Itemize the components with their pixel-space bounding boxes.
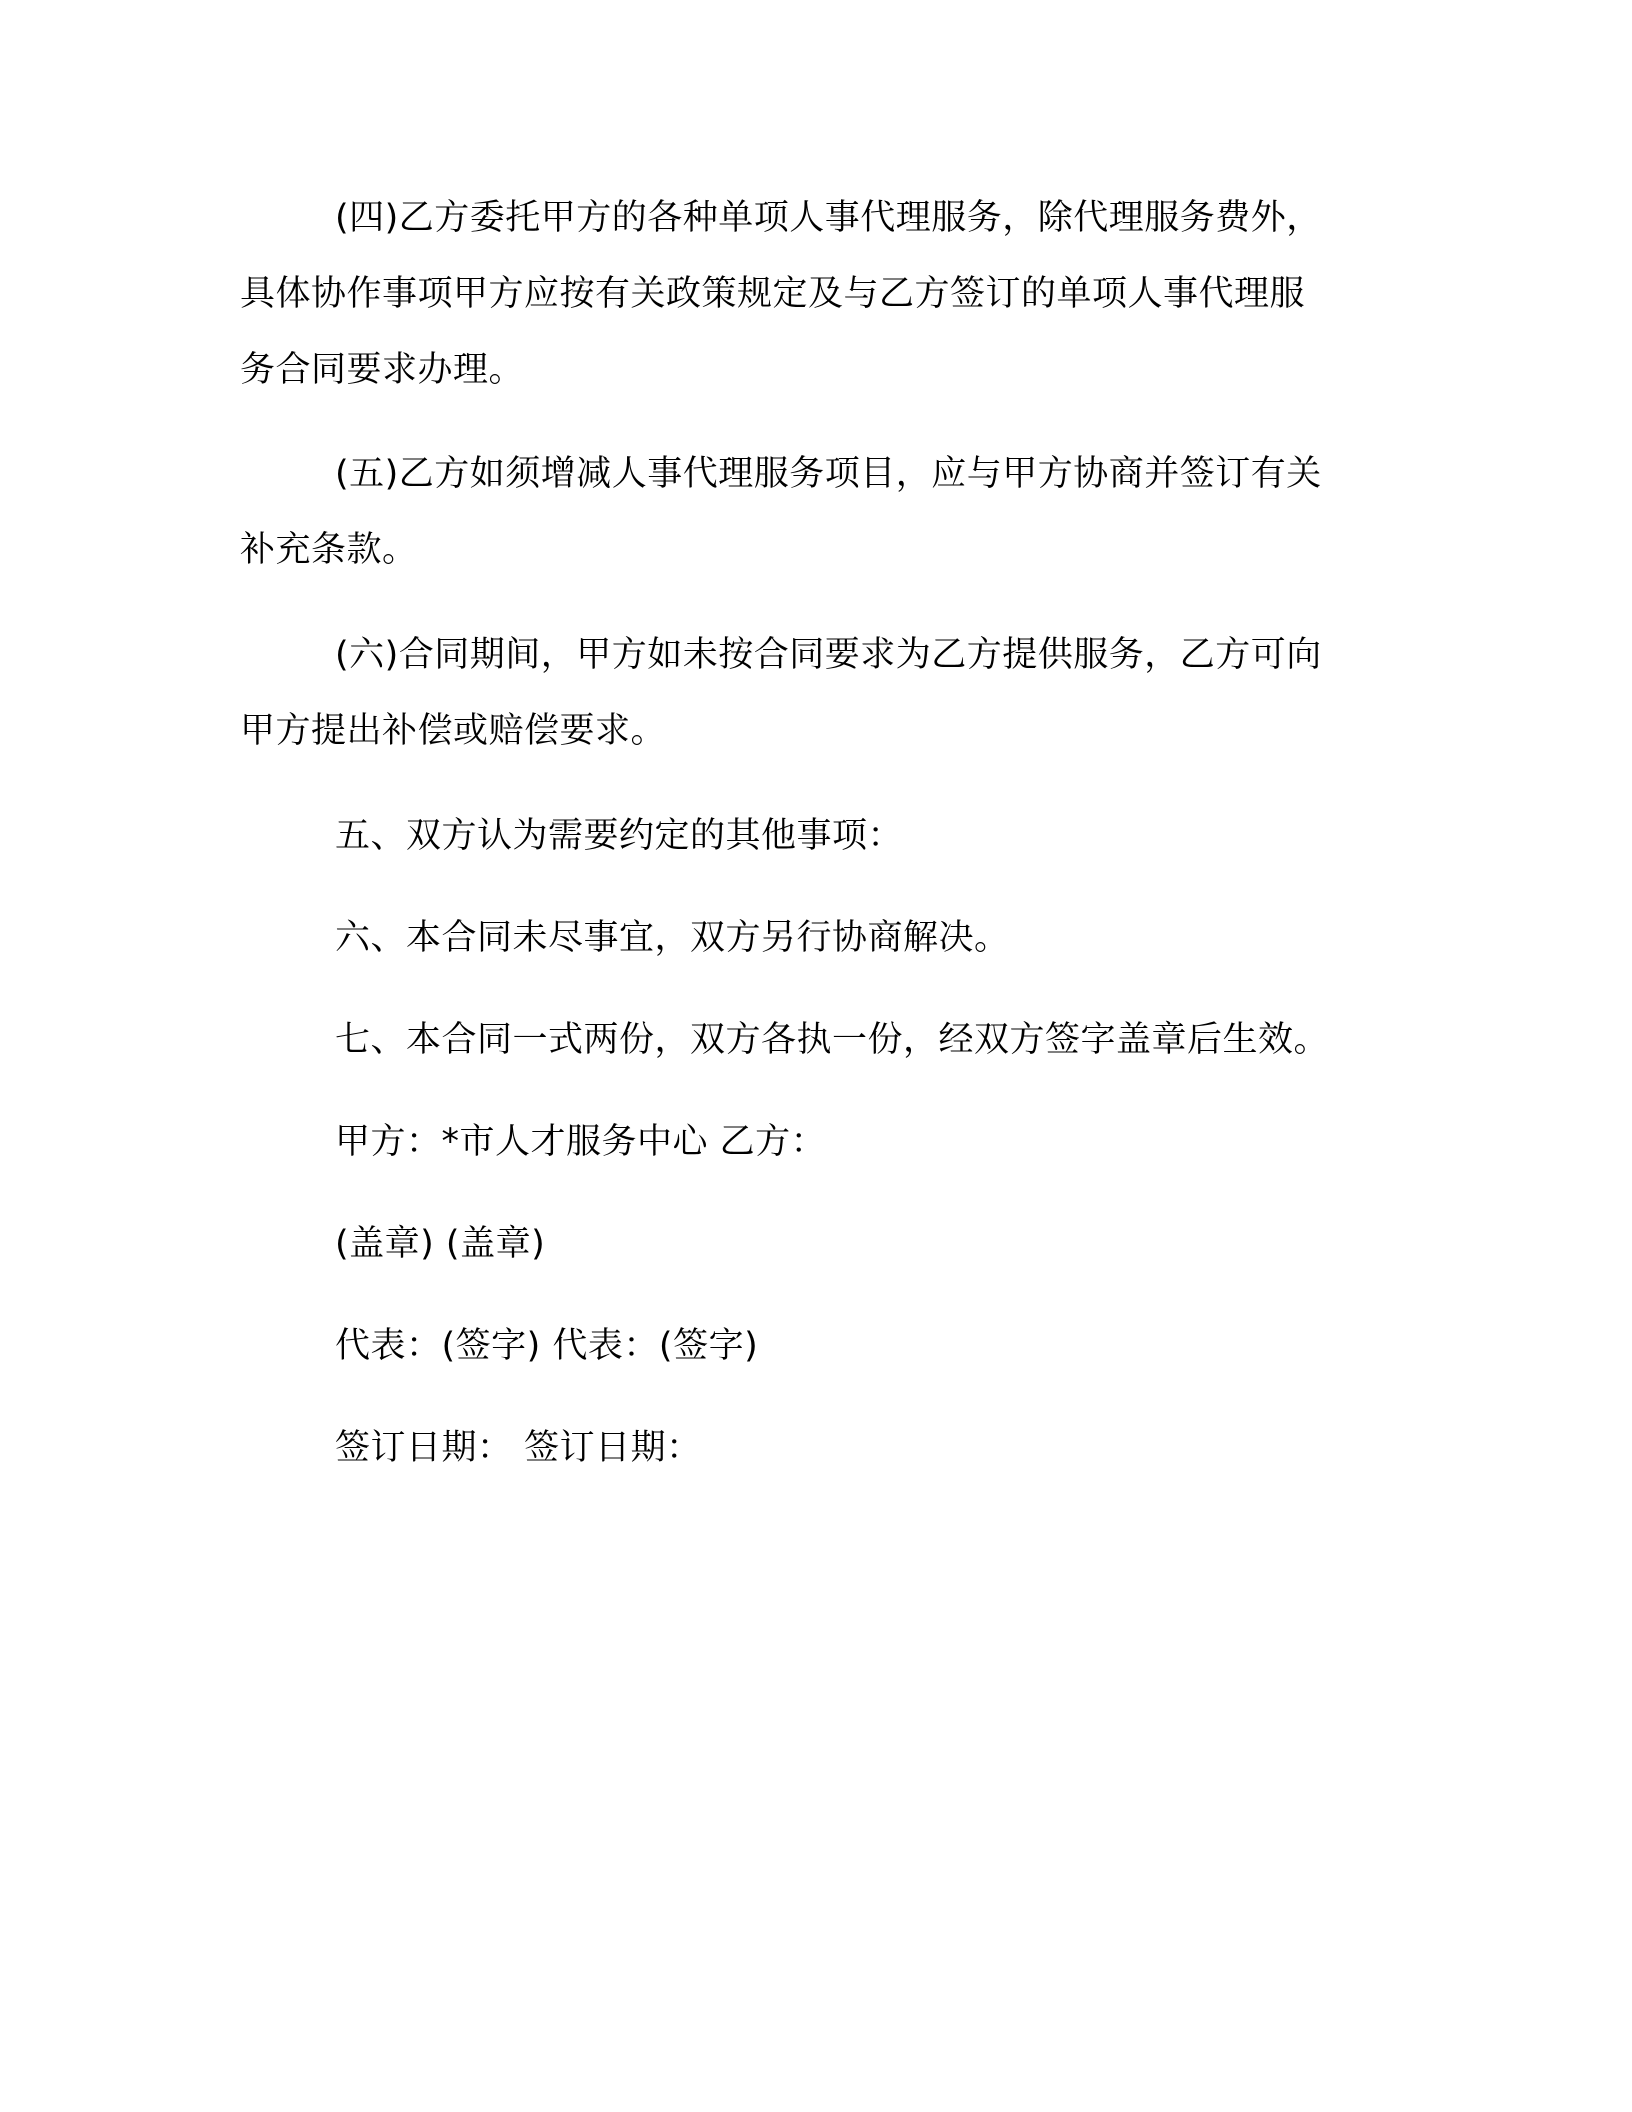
paragraph-4-line-1: (四)乙方委托甲方的各种单项人事代理服务，除代理服务费外， — [335, 198, 1322, 238]
paragraph-6-line-2: 甲方提出补偿或赔偿要求。 — [240, 711, 667, 751]
clause-7-text: 七、本合同一式两份，双方各执一份，经双方签字盖章后生效。 — [335, 1020, 1330, 1060]
clause-7 — [240, 1002, 1370, 1078]
signature-parties — [240, 1104, 1370, 1180]
paragraph-6-line-1: (六)合同期间，甲方如未按合同要求为乙方提供服务，乙方可向 — [335, 635, 1322, 675]
clause-6 — [240, 900, 1370, 976]
paragraph-5-line-1: (五)乙方如须增减人事代理服务项目，应与甲方协商并签订有关 — [335, 454, 1322, 494]
paragraph-4-line-2: 具体协作事项甲方应按有关政策规定及与乙方签订的单项人事代理服 — [240, 274, 1306, 314]
clause-5 — [240, 798, 1370, 874]
signature-dates — [240, 1410, 1370, 1486]
clause-5-text: 五、双方认为需要约定的其他事项： — [335, 816, 904, 856]
paragraph-4 — [240, 180, 1370, 408]
paragraph-4-line-3: 务合同要求办理。 — [240, 350, 525, 390]
paragraph-5 — [240, 436, 1370, 588]
signature-representatives — [240, 1308, 1370, 1384]
signature-dates-text: 签订日期： 签订日期： — [335, 1428, 702, 1468]
signature-representatives-text: 代表：(签字) 代表：(签字) — [335, 1326, 759, 1366]
signature-seals-text: (盖章) (盖章) — [335, 1224, 546, 1264]
signature-parties-text: 甲方：*市人才服务中心 乙方： — [335, 1122, 827, 1162]
clause-6-text: 六、本合同未尽事宜，双方另行协商解决。 — [335, 918, 1010, 958]
signature-seals — [240, 1206, 1370, 1282]
paragraph-5-line-2: 补充条款。 — [240, 530, 418, 570]
paragraph-6 — [240, 617, 1370, 769]
